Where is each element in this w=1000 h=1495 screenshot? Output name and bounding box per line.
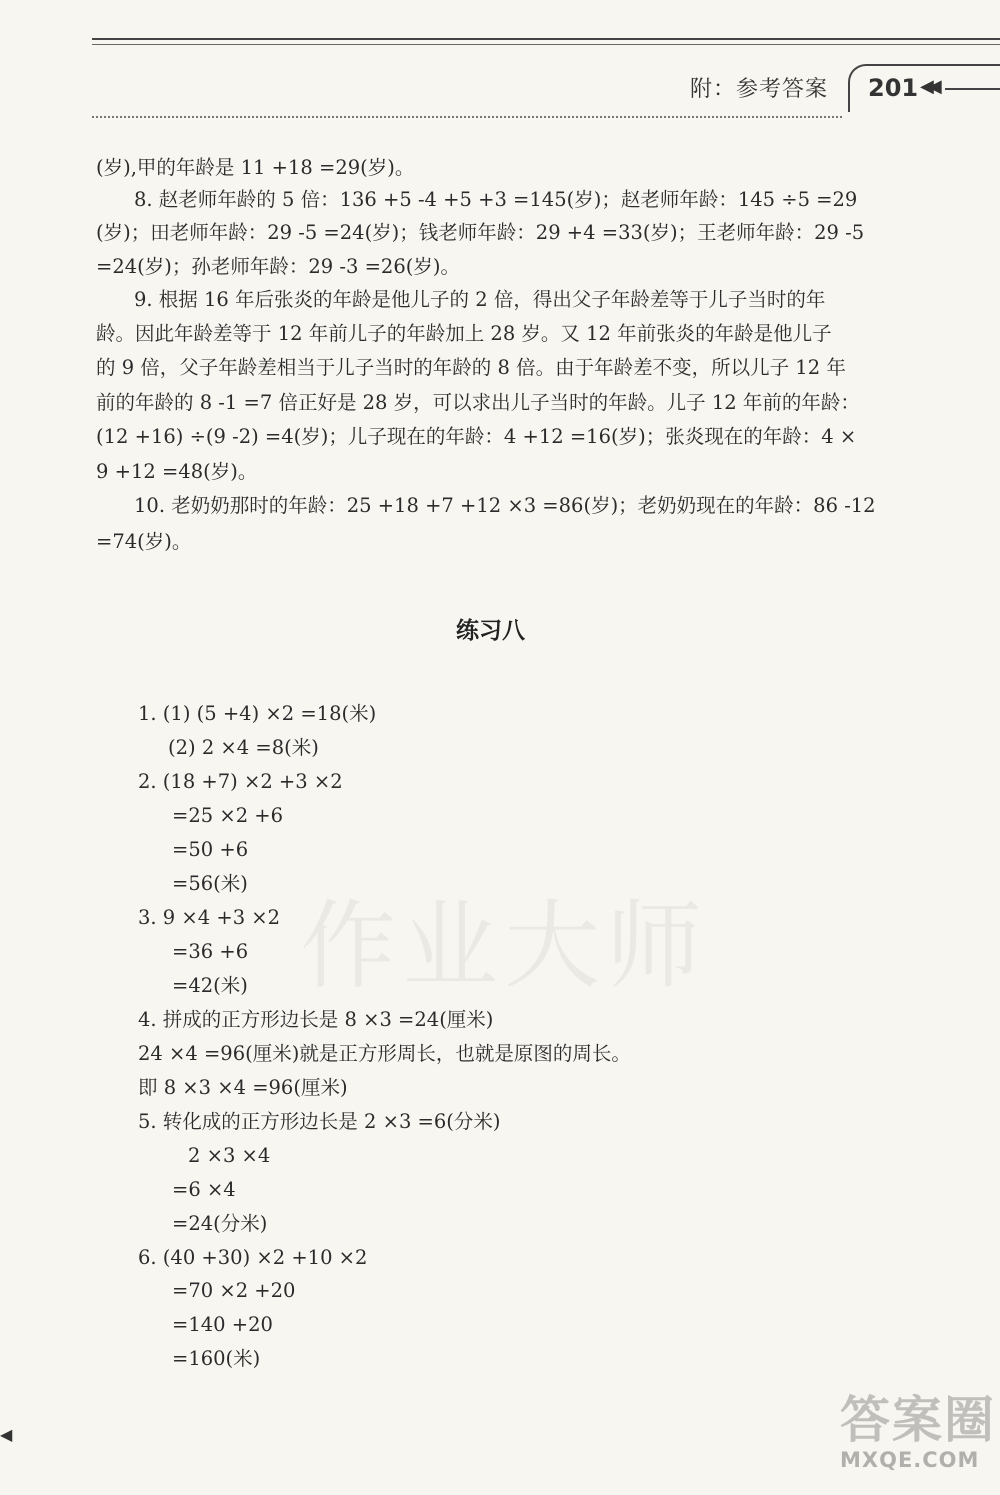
body-line: 龄。因此年龄差等于 12 年前儿子的年龄加上 28 岁。又 12 年前张炎的年龄是他儿子 — [96, 322, 832, 345]
page-number: 201 — [868, 74, 919, 102]
body-line: =24(岁)；孙老师年龄：29 -3 =26(岁)。 — [96, 255, 460, 278]
body-line: 前的年龄的 8 -1 =7 倍正好是 28 岁，可以求出儿子当时的年龄。儿子 12 年前的年龄： — [96, 391, 860, 414]
body-line: 9. 根据 16 年后张炎的年龄是他儿子的 2 倍，得出父子年龄差等于儿子当时的年 — [134, 288, 826, 311]
header-dotted-rule — [92, 116, 842, 118]
exercise-line: =50 +6 — [172, 838, 249, 861]
exercise-line: =25 ×2 +6 — [172, 804, 284, 827]
exercise-line: =24(分米) — [172, 1212, 268, 1235]
logo-domain-text: MXQE.COM — [840, 1448, 980, 1472]
body-line: (岁),甲的年龄是 11 +18 =29(岁)。 — [96, 156, 415, 179]
body-line: (12 +16) ÷(9 -2) =4(岁)；儿子现在的年龄：4 +12 =16(岁)；张炎现在的年龄：4 × — [96, 425, 857, 448]
exercise-line: =140 +20 — [172, 1313, 273, 1336]
exercise-line: 24 ×4 =96(厘米)就是正方形周长，也就是原图的周长。 — [138, 1042, 631, 1065]
exercise-line: =160(米) — [172, 1347, 261, 1370]
exercise-line: 5. 转化成的正方形边长是 2 ×3 =6(分米) — [138, 1110, 501, 1133]
exercise-line: 4. 拼成的正方形边长是 8 ×3 =24(厘米) — [138, 1008, 494, 1031]
header-arrow-line — [945, 88, 1000, 90]
exercise-line: =70 ×2 +20 — [172, 1279, 296, 1302]
body-line: 8. 赵老师年龄的 5 倍：136 +5 -4 +5 +3 =145(岁)；赵老师年龄：145 ÷5 =29 — [134, 188, 858, 211]
exercise-line: 1. (1) (5 +4) ×2 =18(米) — [138, 702, 377, 725]
exercise-line: 2. (18 +7) ×2 +3 ×2 — [138, 770, 343, 793]
watermark-text: 作业大师 — [300, 890, 708, 1002]
body-line: 10. 老奶奶那时的年龄：25 +18 +7 +12 ×3 =86(岁)；老奶奶现在的年龄：86 -12 — [134, 494, 876, 517]
exercise-line: =56(米) — [172, 872, 248, 895]
double-arrow-left-icon: ◀◀ — [920, 76, 936, 97]
body-line: 的 9 倍，父子年龄差相当于儿子当时的年龄的 8 倍。由于年龄差不变，所以儿子 12 年 — [96, 356, 846, 379]
body-line: =74(岁)。 — [96, 530, 192, 553]
section-title: 练习八 — [456, 618, 525, 644]
corner-arrow-icon: ◀ — [0, 1425, 13, 1444]
exercise-line: =42(米) — [172, 974, 248, 997]
exercise-line: 2 ×3 ×4 — [188, 1144, 271, 1167]
site-logo — [840, 1392, 998, 1492]
exercise-line: =6 ×4 — [172, 1178, 236, 1201]
header-section-title: 附：参考答案 — [690, 77, 829, 102]
exercise-line: (2) 2 ×4 =8(米) — [168, 736, 319, 759]
logo-main-text: 答案圈 — [840, 1391, 996, 1449]
header-rule-bottom — [92, 44, 1000, 45]
header-rule-top — [92, 38, 1000, 40]
exercise-line: 即 8 ×3 ×4 =96(厘米) — [138, 1076, 348, 1099]
body-line: (岁)；田老师年龄：29 -5 =24(岁)；钱老师年龄：29 +4 =33(岁)；王老师年龄：29 -5 — [96, 221, 865, 244]
exercise-line: 3. 9 ×4 +3 ×2 — [138, 906, 281, 929]
exercise-line: 6. (40 +30) ×2 +10 ×2 — [138, 1246, 368, 1269]
body-line: 9 +12 =48(岁)。 — [96, 460, 258, 483]
exercise-line: =36 +6 — [172, 940, 249, 963]
